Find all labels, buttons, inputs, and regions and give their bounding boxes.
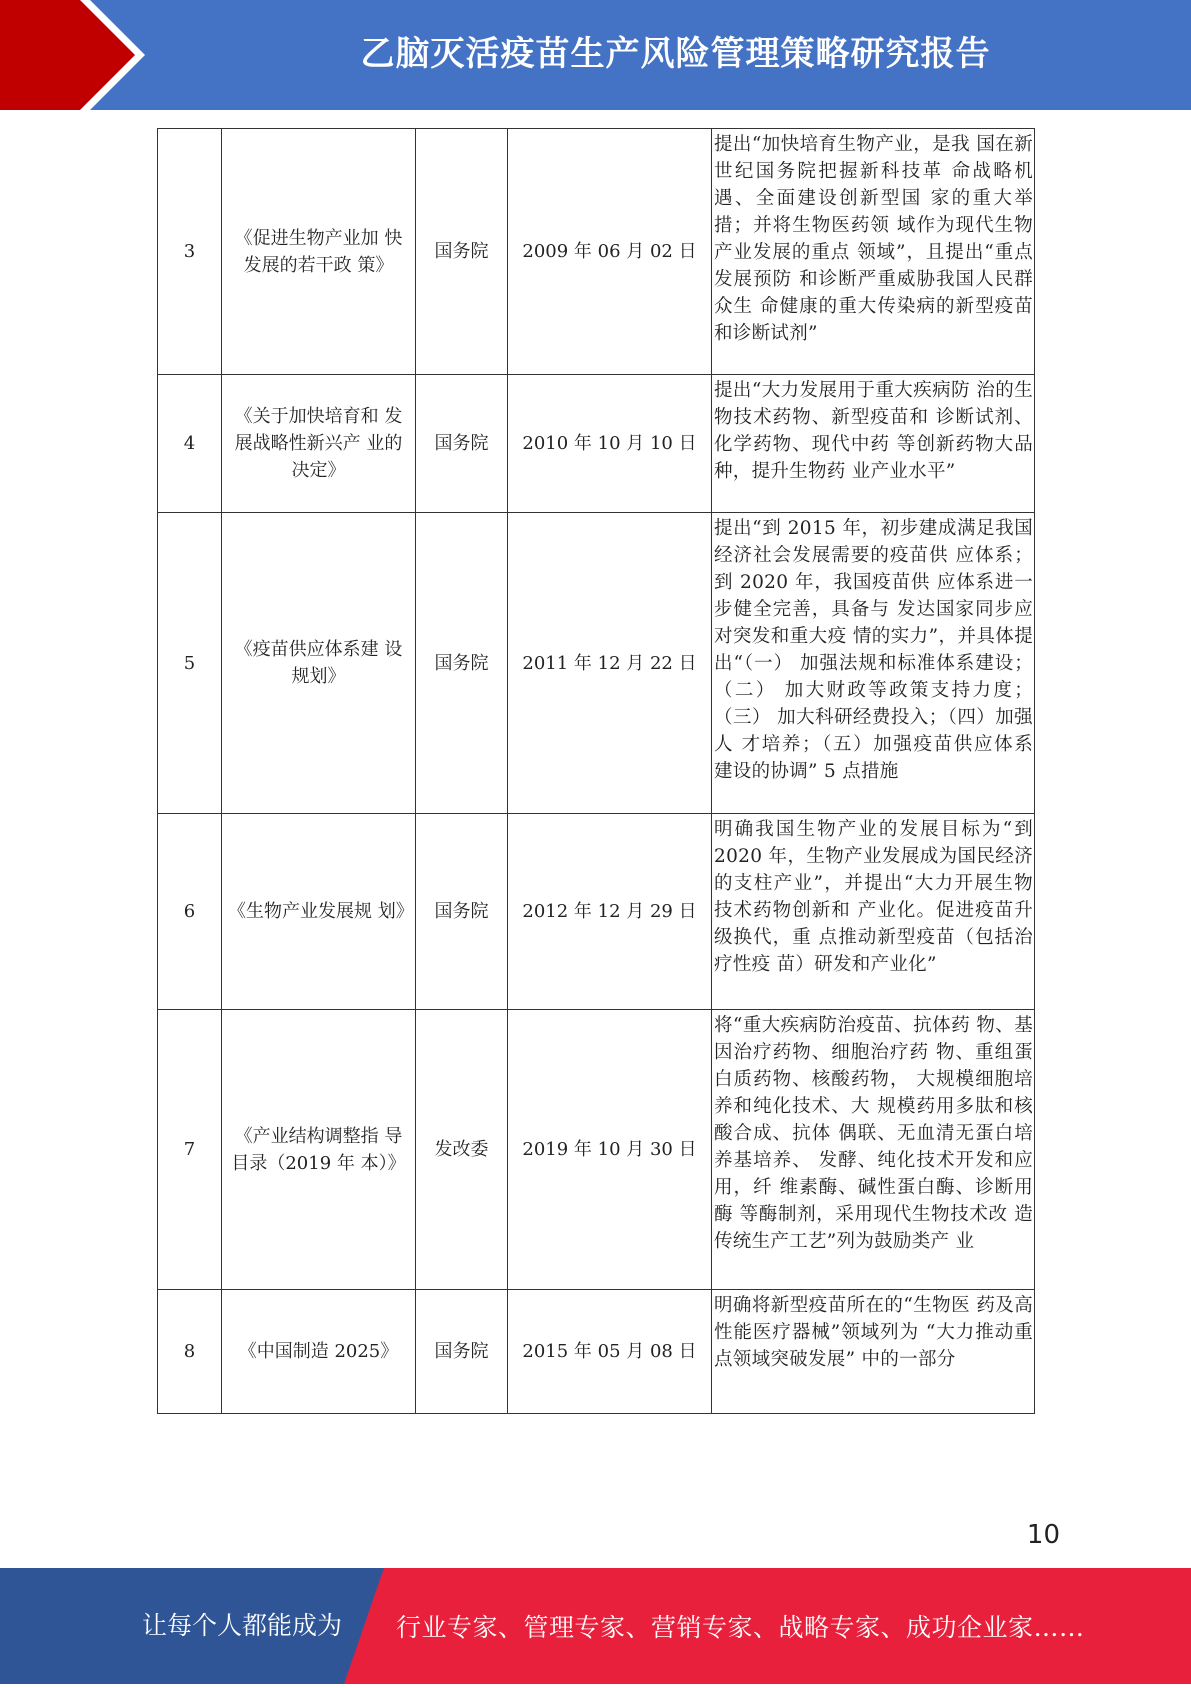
row-number: 4 bbox=[158, 375, 222, 513]
issue-date: 2012 年 12 月 29 日 bbox=[508, 814, 712, 1010]
policy-description: 提出“到 2015 年，初步建成满足我国经济社会发展需要的疫苗供 应体系；到 2020 年，我国疫苗供 应体系进一步健全完善，具备与 发达国家同步应对突发和重大疫 情的实力”，并具体提出“（一） 加强法规和标准体系建设；（二） 加大财政等政策支持力度；（三） 加大科研经费投入；（四）加强人 才培养；（五）加强疫苗供应体系 建设的协调” 5 点措施 bbox=[712, 513, 1035, 814]
table-row bbox=[158, 375, 1035, 513]
policy-name: 《产业结构调整指 导目录（2019 年 本）》 bbox=[222, 1010, 416, 1290]
report-title: 乙脑灭活疫苗生产风险管理策略研究报告 bbox=[360, 34, 991, 74]
issue-date: 2009 年 06 月 02 日 bbox=[508, 129, 712, 375]
issuer: 国务院 bbox=[416, 129, 508, 375]
page-header bbox=[0, 0, 1191, 110]
table-row bbox=[158, 129, 1035, 375]
issuer: 国务院 bbox=[416, 1290, 508, 1414]
issuer: 国务院 bbox=[416, 375, 508, 513]
footer-slogan-left: 让每个人都能成为 bbox=[142, 1611, 343, 1640]
table-row bbox=[158, 513, 1035, 814]
issuer: 国务院 bbox=[416, 814, 508, 1010]
issuer: 国务院 bbox=[416, 513, 508, 814]
row-number: 7 bbox=[158, 1010, 222, 1290]
row-number: 3 bbox=[158, 129, 222, 375]
policy-name: 《生物产业发展规 划》 bbox=[222, 814, 416, 1010]
issue-date: 2015 年 05 月 08 日 bbox=[508, 1290, 712, 1414]
policy-description: 明确我国生物产业的发展目标为“到 2020 年，生物产业发展成为国民经济的支柱产业”，并提出“大力开展生物技术药物创新和 产业化。促进疫苗升级换代，重 点推动新型疫苗（包括治疗性疫 苗）研发和产业化” bbox=[712, 814, 1035, 1010]
issue-date: 2010 年 10 月 10 日 bbox=[508, 375, 712, 513]
red-chevron-decoration bbox=[0, 0, 150, 110]
row-number: 8 bbox=[158, 1290, 222, 1414]
policy-description: 明确将新型疫苗所在的“生物医 药及高性能医疗器械”领域列为 “大力推动重点领域突破发展” 中的一部分 bbox=[712, 1290, 1035, 1414]
policy-name: 《关于加快培育和 发展战略性新兴产 业的决定》 bbox=[222, 375, 416, 513]
table-row bbox=[158, 814, 1035, 1010]
policy-name: 《促进生物产业加 快发展的若干政 策》 bbox=[222, 129, 416, 375]
policy-table bbox=[157, 128, 1035, 1414]
policy-name: 《中国制造 2025》 bbox=[222, 1290, 416, 1414]
issuer: 发改委 bbox=[416, 1010, 508, 1290]
footer-slogan-right: 行业专家、管理专家、营销专家、战略专家、成功企业家…… bbox=[396, 1613, 1085, 1642]
policy-description: 提出“大力发展用于重大疾病防 治的生物技术药物、新型疫苗和 诊断试剂、化学药物、现代中药 等创新药物大品种，提升生物药 业产业水平” bbox=[712, 375, 1035, 513]
row-number: 5 bbox=[158, 513, 222, 814]
table-row bbox=[158, 1290, 1035, 1414]
issue-date: 2011 年 12 月 22 日 bbox=[508, 513, 712, 814]
policy-description: 提出“加快培育生物产业，是我 国在新世纪国务院把握新科技革 命战略机遇、全面建设创新型国 家的重大举措；并将生物医药领 域作为现代生物产业发展的重点 领域”，且提出“重点发展预防 和诊断严重威胁我国人民群众生 命健康的重大传染病的新型疫苗 和诊断试剂” bbox=[712, 129, 1035, 375]
row-number: 6 bbox=[158, 814, 222, 1010]
table-row bbox=[158, 1010, 1035, 1290]
policy-name: 《疫苗供应体系建 设规划》 bbox=[222, 513, 416, 814]
page-footer bbox=[0, 1568, 1191, 1684]
policy-description: 将“重大疾病防治疫苗、抗体药 物、基因治疗药物、细胞治疗药 物、重组蛋白质药物、核酸药物， 大规模细胞培养和纯化技术、大 规模药用多肽和核酸合成、抗体 偶联、无血清无蛋白培养基培养、 发酵、纯化技术开发和应用，纤 维素酶、碱性蛋白酶、诊断用酶 等酶制剂，采用现代生物技术改 造传统生产工艺”列为鼓励类产 业 bbox=[712, 1010, 1035, 1290]
page-number: 10 bbox=[1026, 1520, 1060, 1550]
issue-date: 2019 年 10 月 30 日 bbox=[508, 1010, 712, 1290]
